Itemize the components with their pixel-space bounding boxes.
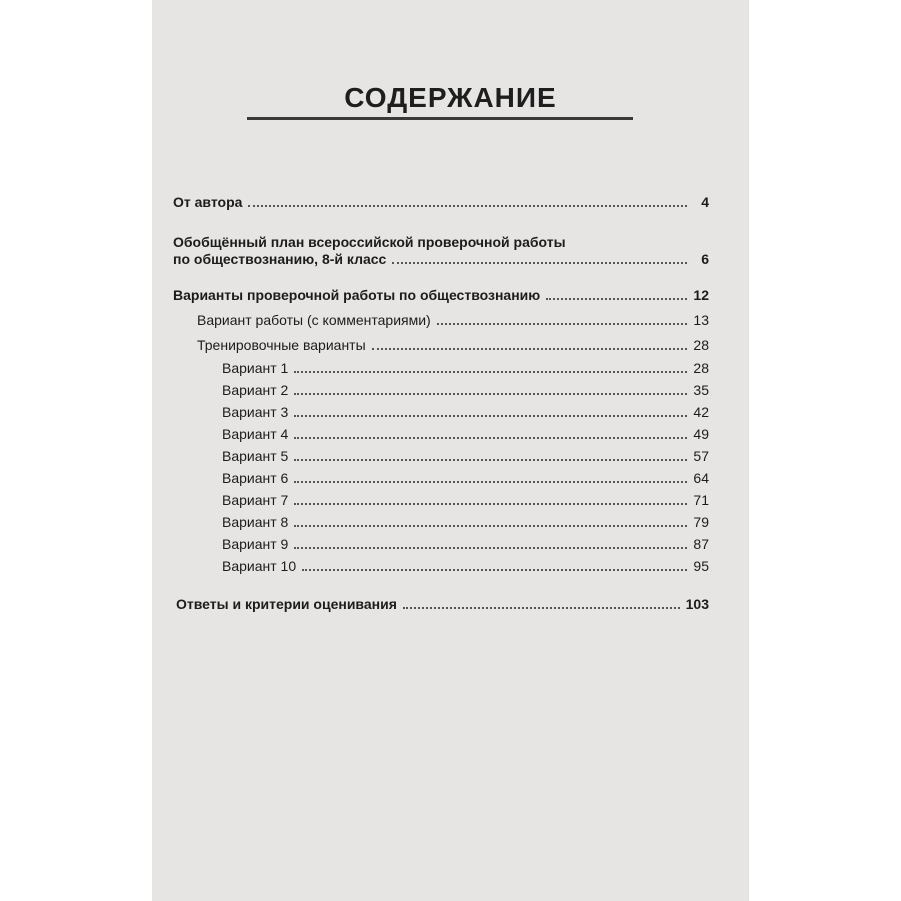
- toc-label: Вариант 9: [222, 536, 289, 552]
- toc-label: Вариант 3: [222, 404, 289, 420]
- toc-entry-variant-6[interactable]: [222, 469, 709, 487]
- toc-label: Вариант 5: [222, 448, 289, 464]
- toc-label: Вариант 10: [222, 558, 297, 574]
- toc-page-number: 42: [693, 404, 709, 420]
- toc-page-number: 103: [685, 596, 709, 612]
- toc-page-number: 6: [701, 251, 709, 267]
- toc-page-number: 4: [701, 194, 709, 210]
- toc-leader: [294, 437, 687, 439]
- toc-page-number: 87: [693, 536, 709, 552]
- book-page: [152, 0, 749, 901]
- toc-leader: [294, 371, 687, 373]
- toc-entry-answers[interactable]: [176, 595, 709, 613]
- toc-entry-plan-line1: Обобщённый план всероссийской проверочной работы: [173, 234, 566, 250]
- toc-leader: [392, 262, 687, 264]
- toc-label: Ответы и критерии оценивания: [176, 596, 397, 612]
- toc-entry-commented[interactable]: [197, 311, 709, 329]
- toc-label: Варианты проверочной работы по обществознанию: [173, 287, 541, 303]
- toc-label: Тренировочные варианты: [197, 337, 366, 353]
- toc-page-number: 28: [693, 337, 709, 353]
- toc-leader: [294, 481, 687, 483]
- toc-label: От автора: [173, 194, 243, 210]
- page-title: СОДЕРЖАНИЕ: [344, 82, 557, 113]
- toc-leader: [294, 415, 687, 417]
- toc-leader: [294, 525, 687, 527]
- toc-entry-variant-10[interactable]: [222, 557, 709, 575]
- toc-page-number: 71: [693, 492, 709, 508]
- toc-page-number: 64: [693, 470, 709, 486]
- toc-leader: [294, 393, 687, 395]
- toc-entry-plan[interactable]: [173, 250, 709, 268]
- toc-page-number: 28: [693, 360, 709, 376]
- toc-page-number: 35: [693, 382, 709, 398]
- toc-entry-variants[interactable]: [173, 286, 709, 304]
- toc-entry-variant-3[interactable]: [222, 403, 709, 421]
- toc-entry-variant-7[interactable]: [222, 491, 709, 509]
- toc-leader: [294, 459, 687, 461]
- toc-entry-variant-8[interactable]: [222, 513, 709, 531]
- toc-leader: [372, 348, 687, 350]
- toc-entry-variant-9[interactable]: [222, 535, 709, 553]
- toc-entry-variant-2[interactable]: [222, 381, 709, 399]
- toc-leader: [437, 323, 687, 325]
- toc-label: по обществознанию, 8-й класс: [173, 251, 387, 267]
- toc-entry-variant-5[interactable]: [222, 447, 709, 465]
- toc-label: Вариант работы (с комментариями): [197, 312, 431, 328]
- toc-leader: [294, 503, 687, 505]
- toc-label: Вариант 7: [222, 492, 289, 508]
- title-underline: [247, 117, 633, 120]
- toc-leader: [546, 298, 687, 300]
- toc-leader: [403, 607, 680, 609]
- toc-page-number: 12: [693, 287, 709, 303]
- toc-label: Вариант 4: [222, 426, 289, 442]
- toc-leader: [294, 547, 687, 549]
- toc-label: Вариант 1: [222, 360, 289, 376]
- toc-label: Вариант 8: [222, 514, 289, 530]
- toc-page-number: 13: [693, 312, 709, 328]
- toc-entry-variant-4[interactable]: [222, 425, 709, 443]
- toc-label: Вариант 6: [222, 470, 289, 486]
- toc-entry-variant-1[interactable]: [222, 359, 709, 377]
- toc-entry-from-author[interactable]: [173, 193, 709, 211]
- toc-page-number: 95: [693, 558, 709, 574]
- toc-page-number: 49: [693, 426, 709, 442]
- toc-entry-training[interactable]: [197, 336, 709, 354]
- toc-page-number: 79: [693, 514, 709, 530]
- toc-page-number: 57: [693, 448, 709, 464]
- toc-label: Вариант 2: [222, 382, 289, 398]
- toc-leader: [248, 205, 687, 207]
- toc-leader: [302, 569, 687, 571]
